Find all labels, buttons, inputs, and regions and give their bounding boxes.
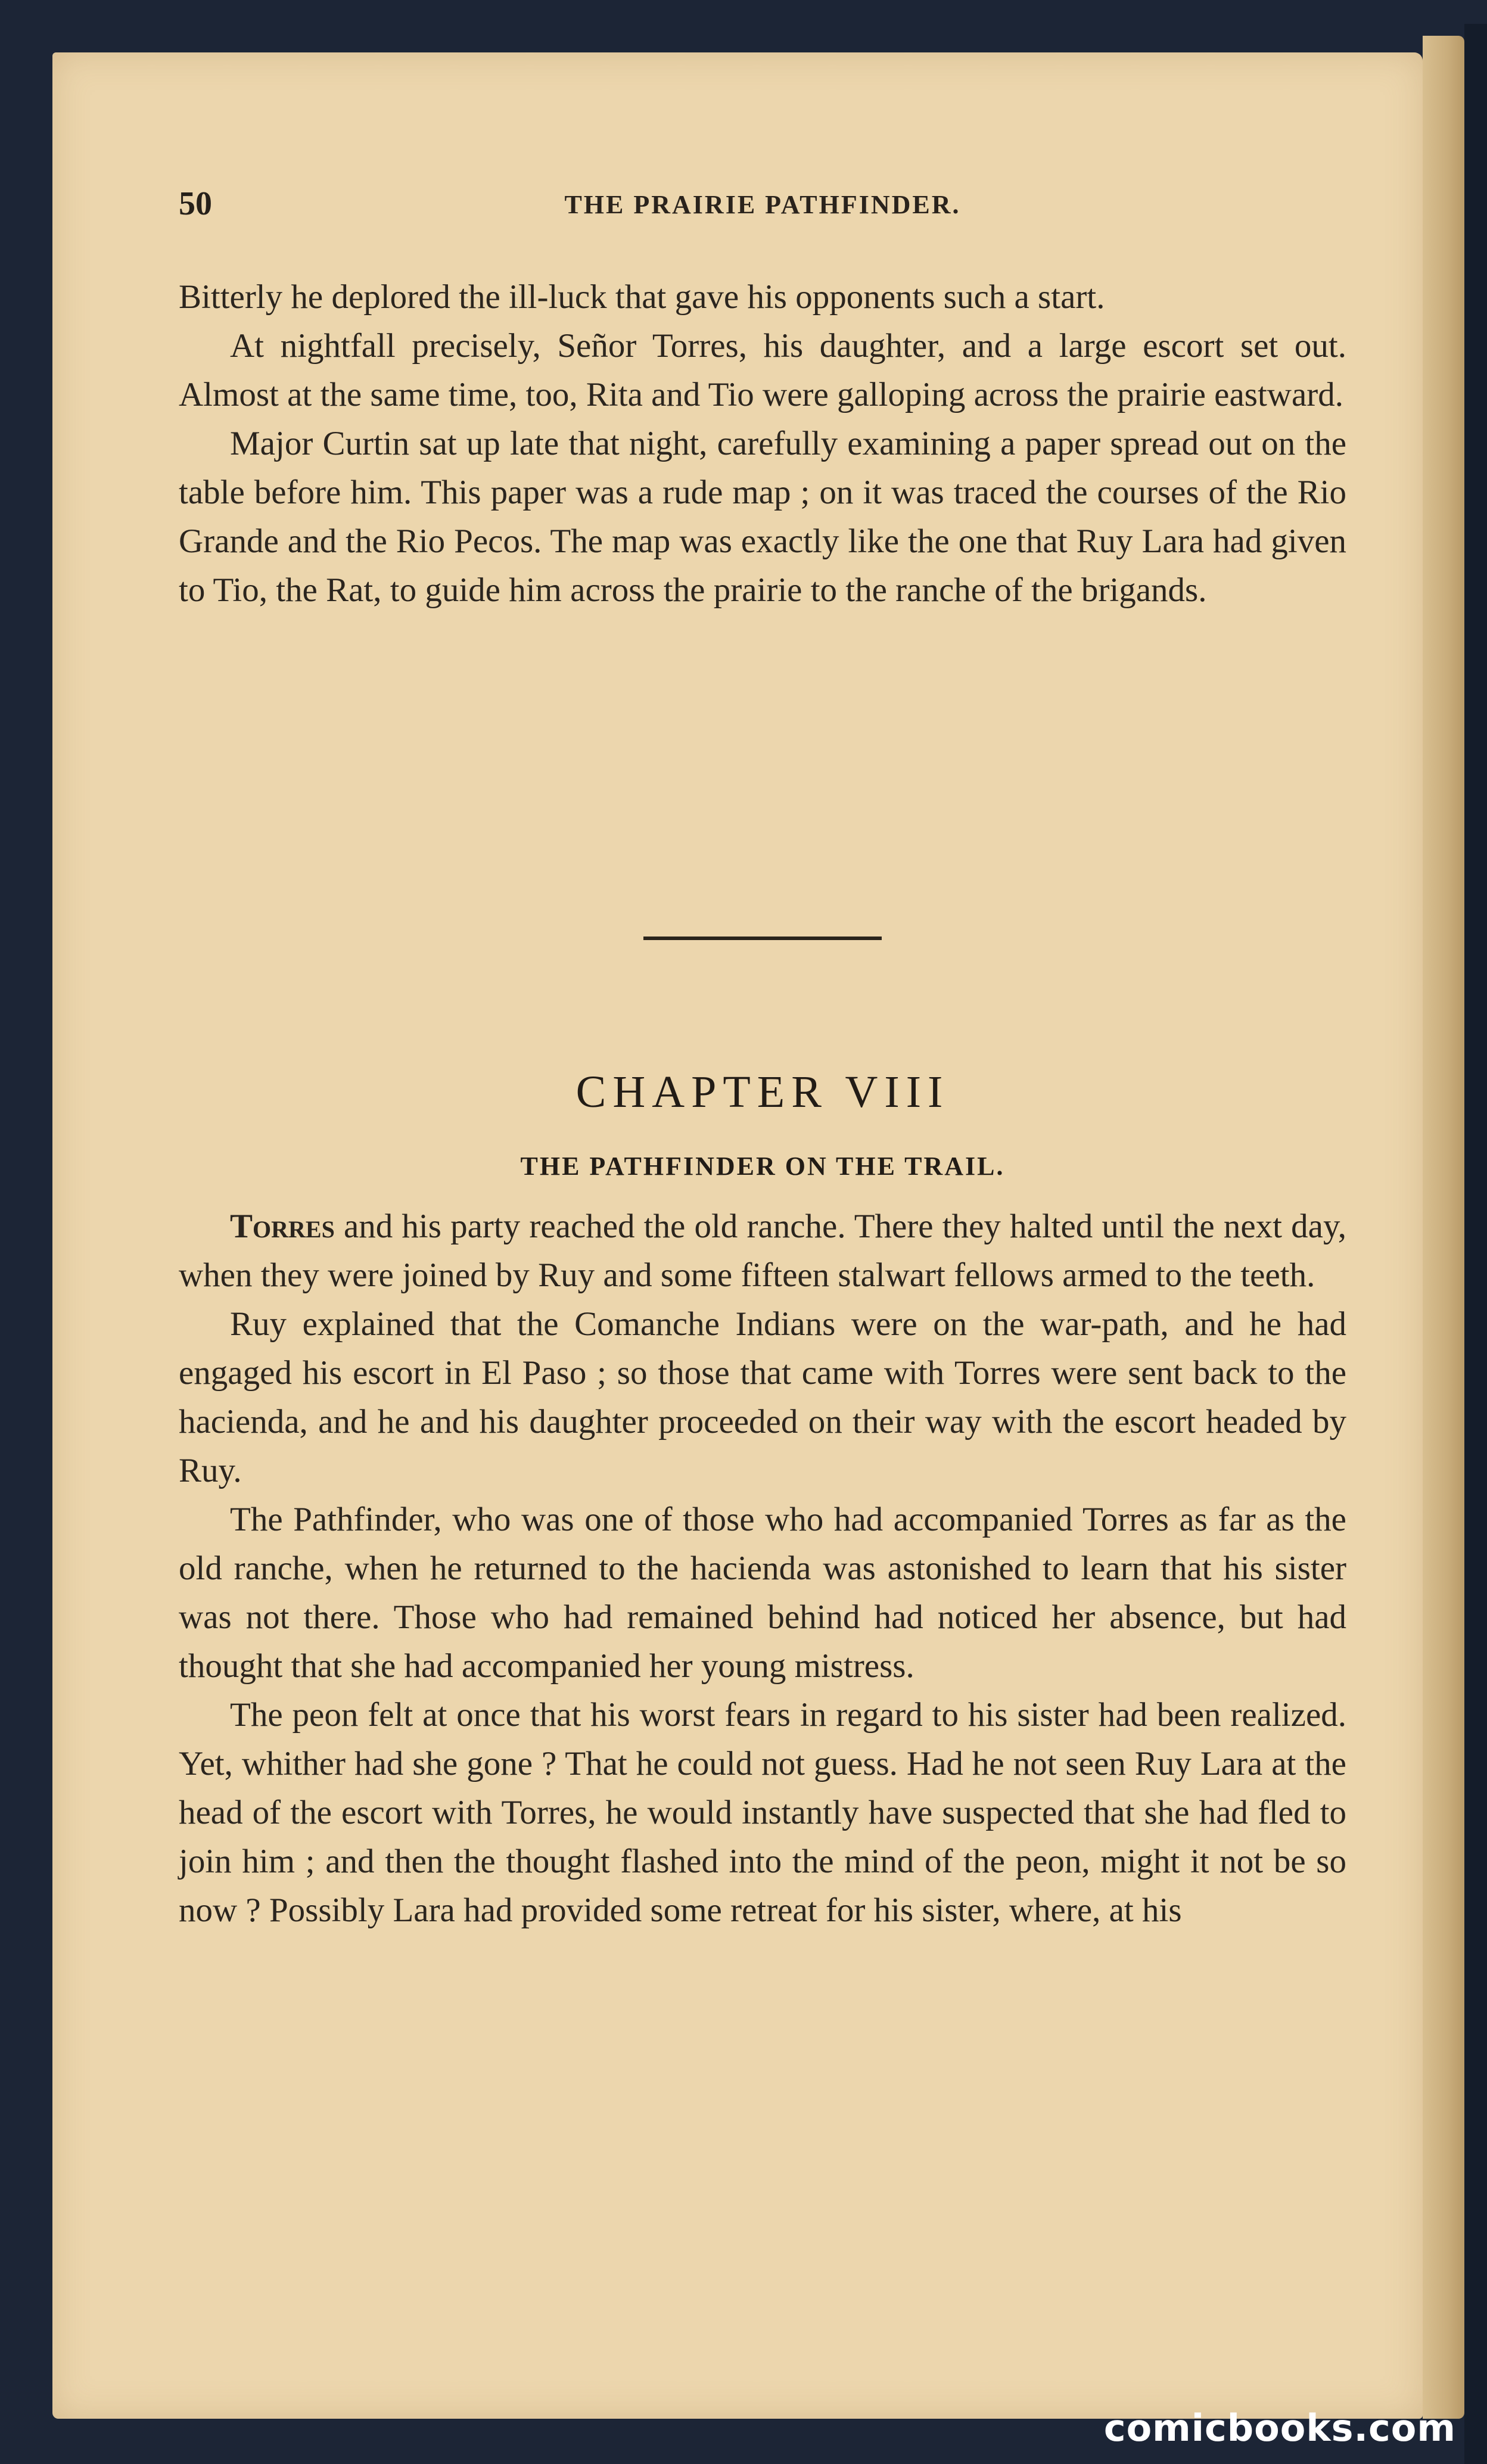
chapter-subtitle: THE PATHFINDER ON THE TRAIL. — [520, 1152, 1005, 1181]
paragraph: Bitterly he deplored the ill-luck that gave his opponents such a start. — [179, 278, 1105, 316]
chapter-title: CHAPTER VIII — [575, 1067, 950, 1117]
section-divider-rule — [643, 937, 882, 940]
paragraph: Major Curtin sat up late that night, carefully examining a paper spread out on the table before him. This paper was a rude map ; on it was traced the courses of the Rio Grande and the Rio Pecos. The map was exactly like the one that Ruy Lara had given to Tio, the Rat, to guide him across the prairie to the ranche of the brigands. — [179, 425, 1346, 609]
lead-word: Torres — [230, 1208, 335, 1245]
paragraph: The Pathfinder, who was one of those who had accompanied Torres as far as the old ranche, when he returned to the hacienda was astonished to learn that his sister was not there. Those who had remained behind had noticed her absence, but had thought that she had accompanied her young mistress. — [179, 1501, 1346, 1685]
paragraph-text: and his party reached the old ranche. There they halted until the next day, when they were joined by Ruy and some fifteen stalwart fellows armed to the teeth. — [179, 1208, 1346, 1294]
paragraph: The peon felt at once that his worst fears in regard to his sister had been realized. Yet, whither had she gone ? That he could not guess. Had he not seen Ruy Lara at the head of the escort with Torres, he would instantly have suspected that she had fled to join him ; and then the thought flashed into the mind of the peon, might it not be so now ? Possibly Lara had provided some retreat for his sister, where, at his — [179, 1696, 1346, 1929]
running-title: THE PRAIRIE PATHFINDER. — [564, 190, 961, 219]
page-number: 50 — [179, 185, 212, 222]
paragraph — [179, 1202, 1346, 1300]
running-head — [179, 185, 1346, 220]
section-two-text — [179, 1202, 1346, 1935]
binding-shadow — [1464, 24, 1487, 2464]
paragraph: At nightfall precisely, Señor Torres, his daughter, and a large escort set out. Almost at the same time, too, Rita and Tio were galloping across the prairie eastward. — [179, 327, 1346, 413]
paragraph: Ruy explained that the Comanche Indians were on the war-path, and he had engaged his escort in El Paso ; so those that came with Torres were sent back to the hacienda, and he and his daughter proceeded on their way with the escort headed by Ruy. — [179, 1305, 1346, 1489]
page-edge — [1423, 36, 1464, 2419]
section-one-text — [179, 273, 1346, 615]
watermark: comicbooks.com — [1103, 2406, 1456, 2450]
